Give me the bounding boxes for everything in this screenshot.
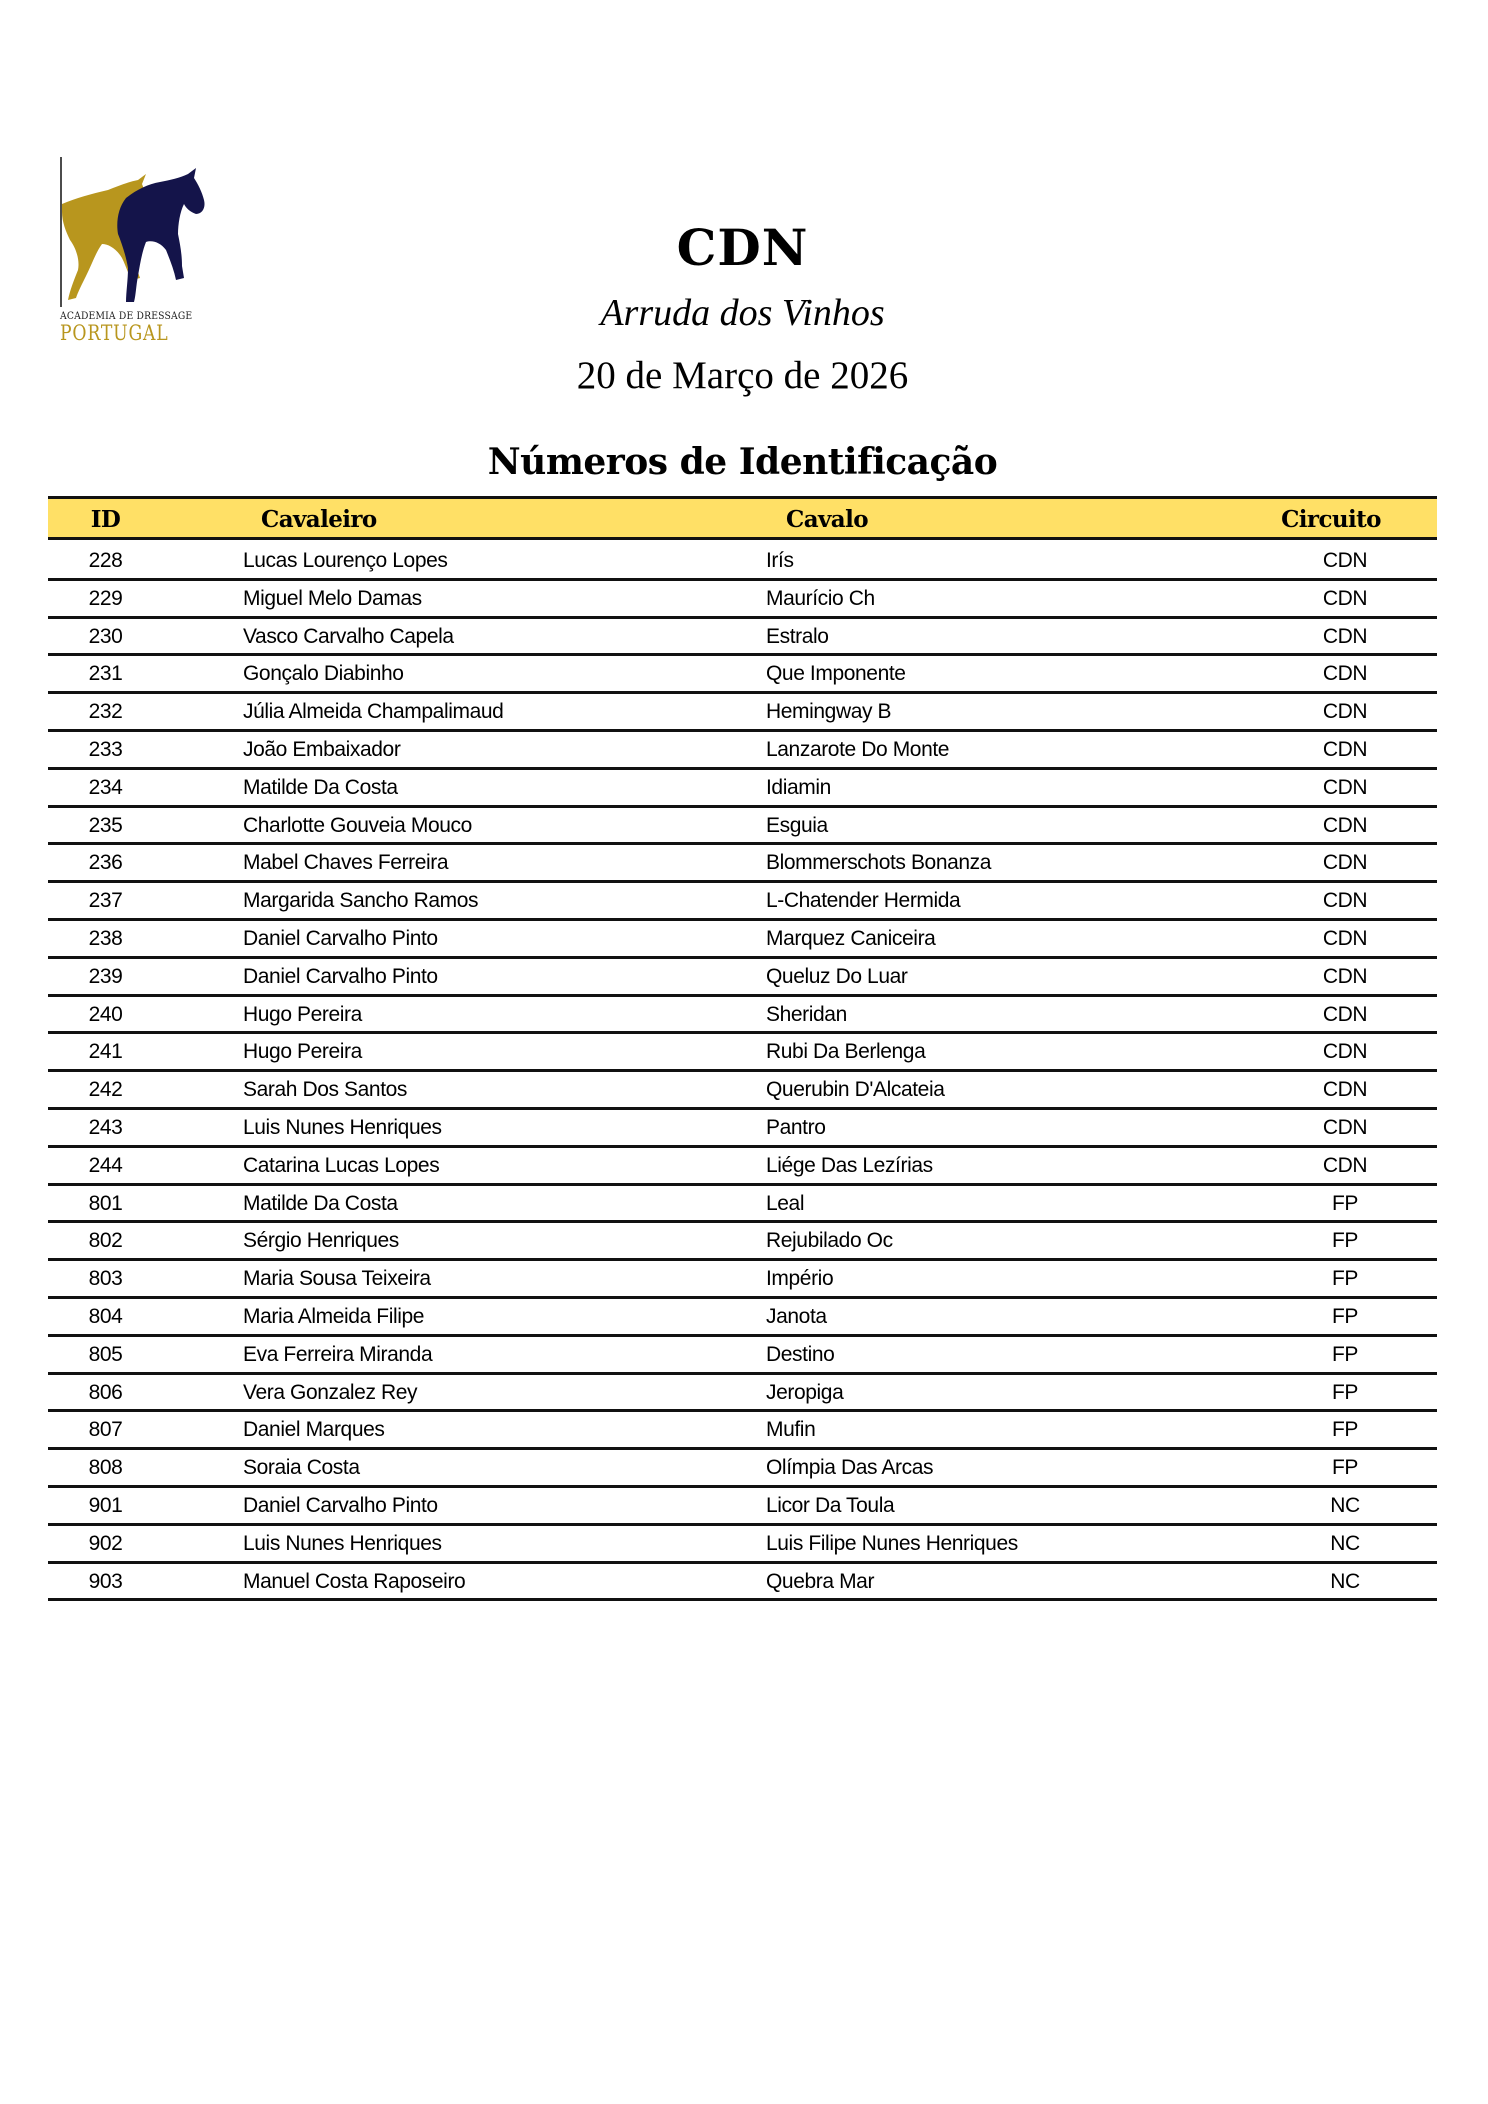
table-row [48, 1072, 1437, 1110]
cell-rider: Daniel Marques [243, 1418, 385, 1442]
table-row [48, 883, 1437, 921]
table-row [48, 619, 1437, 657]
cell-id: 229 [88, 586, 123, 610]
cell-circuit: CDN [1322, 775, 1368, 799]
cell-id: 230 [88, 624, 123, 648]
cell-horse: Leal [766, 1191, 805, 1215]
cell-horse: Querubin D'Alcateia [766, 1078, 945, 1102]
table-header-row [48, 496, 1437, 540]
cell-rider: Matilde Da Costa [243, 1191, 398, 1215]
cell-horse: Maurício Ch [766, 586, 875, 610]
cell-horse: Mufin [766, 1418, 816, 1442]
cell-circuit: FP [1331, 1342, 1359, 1366]
cell-horse: Luis Filipe Nunes Henriques [766, 1531, 1018, 1555]
table-row [48, 1412, 1437, 1450]
cell-id: 234 [88, 775, 123, 799]
table-row [48, 997, 1437, 1035]
cell-horse: Quebra Mar [766, 1569, 875, 1593]
cell-id: 237 [88, 889, 123, 913]
table-row [48, 1450, 1437, 1488]
cell-circuit: CDN [1322, 737, 1368, 761]
table-row [48, 1261, 1437, 1299]
table-row [48, 694, 1437, 732]
table-row [48, 1526, 1437, 1564]
cell-circuit: NC [1330, 1493, 1360, 1517]
cell-id: 804 [88, 1304, 123, 1328]
table-row [48, 1223, 1437, 1261]
cell-horse: Sheridan [766, 1002, 847, 1026]
id-numbers-table [48, 496, 1437, 540]
cell-circuit: CDN [1322, 964, 1368, 988]
cell-circuit: CDN [1322, 1115, 1368, 1139]
event-title: CDN [676, 218, 809, 277]
table-row [48, 732, 1437, 770]
cell-rider: Manuel Costa Raposeiro [243, 1569, 466, 1593]
table-row [48, 1375, 1437, 1413]
table-row [48, 845, 1437, 883]
cell-circuit: FP [1331, 1304, 1359, 1328]
cell-circuit: CDN [1322, 813, 1368, 837]
cell-horse: Licor Da Toula [766, 1493, 895, 1517]
cell-rider: Maria Almeida Filipe [243, 1304, 425, 1328]
cell-id: 233 [88, 737, 123, 761]
cell-id: 807 [88, 1418, 123, 1442]
cell-rider: Daniel Carvalho Pinto [243, 926, 438, 950]
event-date: 20 de Março de 2026 [576, 354, 909, 397]
cell-id: 236 [88, 851, 123, 875]
cell-horse: Olímpia Das Arcas [766, 1456, 934, 1480]
cell-rider: Luis Nunes Henriques [243, 1115, 442, 1139]
cell-rider: Vasco Carvalho Capela [243, 624, 454, 648]
cell-horse: Lanzarote Do Monte [766, 737, 950, 761]
cell-rider: Eva Ferreira Miranda [243, 1342, 433, 1366]
cell-rider: Júlia Almeida Champalimaud [243, 700, 504, 724]
cell-circuit: CDN [1322, 1002, 1368, 1026]
table-row [48, 1299, 1437, 1337]
cell-rider: Lucas Lourenço Lopes [243, 549, 448, 572]
cell-id: 806 [88, 1380, 123, 1404]
cell-horse: Destino [766, 1342, 835, 1366]
cell-id: 803 [88, 1267, 123, 1291]
cell-horse: L-Chatender Hermida [766, 889, 961, 913]
cell-circuit: NC [1330, 1531, 1360, 1555]
cell-id: 232 [88, 700, 123, 724]
cell-rider: Sarah Dos Santos [243, 1078, 408, 1102]
cell-horse: Hemingway B [766, 700, 892, 724]
logo-portugal-text: PORTUGAL [60, 321, 169, 345]
table-row [48, 770, 1437, 808]
cell-rider: Daniel Carvalho Pinto [243, 964, 438, 988]
cell-id: 903 [88, 1569, 123, 1593]
table-body [48, 543, 1437, 1601]
table-row [48, 1034, 1437, 1072]
column-header-circuit: Circuito [1281, 506, 1381, 533]
cell-id: 231 [88, 662, 123, 686]
cell-horse: Idiamin [766, 775, 831, 799]
cell-circuit: CDN [1322, 1040, 1368, 1064]
logo-academy-text: ACADEMIA DE DRESSAGE [60, 310, 193, 322]
cell-rider: Miguel Melo Damas [243, 586, 422, 610]
cell-id: 805 [88, 1342, 123, 1366]
cell-id: 902 [88, 1531, 123, 1555]
column-header-id: ID [90, 506, 121, 533]
event-location: Arruda dos Vinhos [600, 292, 885, 334]
cell-id: 243 [88, 1115, 123, 1139]
cell-horse: Jeropiga [766, 1380, 844, 1404]
cell-circuit: FP [1331, 1191, 1359, 1215]
cell-horse: Império [766, 1267, 834, 1291]
cell-circuit: CDN [1322, 624, 1368, 648]
cell-horse: Estralo [766, 624, 829, 648]
cell-circuit: FP [1331, 1267, 1359, 1291]
cell-rider: Soraia Costa [243, 1456, 360, 1480]
cell-circuit: FP [1331, 1418, 1359, 1442]
cell-id: 228 [88, 549, 123, 572]
section-title: Números de Identificação [487, 441, 998, 483]
cell-id: 235 [88, 813, 123, 837]
cell-circuit: FP [1331, 1456, 1359, 1480]
column-header-rider: Cavaleiro [261, 506, 377, 533]
cell-rider: João Embaixador [243, 737, 401, 761]
cell-rider: Luis Nunes Henriques [243, 1531, 442, 1555]
cell-rider: Margarida Sancho Ramos [243, 889, 479, 913]
cell-rider: Catarina Lucas Lopes [243, 1153, 440, 1177]
cell-id: 239 [88, 964, 123, 988]
table-row [48, 808, 1437, 846]
cell-rider: Maria Sousa Teixeira [243, 1267, 431, 1291]
cell-circuit: CDN [1322, 926, 1368, 950]
table-row [48, 959, 1437, 997]
cell-circuit: CDN [1322, 549, 1368, 572]
cell-id: 241 [88, 1040, 123, 1064]
cell-circuit: CDN [1322, 662, 1368, 686]
cell-circuit: FP [1331, 1380, 1359, 1404]
cell-id: 802 [88, 1229, 123, 1253]
cell-horse: Rejubilado Oc [766, 1229, 893, 1253]
cell-rider: Daniel Carvalho Pinto [243, 1493, 438, 1517]
cell-circuit: CDN [1322, 1078, 1368, 1102]
table-row [48, 1337, 1437, 1375]
cell-rider: Mabel Chaves Ferreira [243, 851, 449, 875]
cell-rider: Hugo Pereira [243, 1002, 362, 1026]
column-header-horse: Cavalo [786, 506, 868, 533]
cell-horse: Marquez Caniceira [766, 926, 936, 950]
cell-horse: Pantro [766, 1115, 826, 1139]
table-row [48, 1488, 1437, 1526]
cell-circuit: NC [1330, 1569, 1360, 1593]
cell-circuit: CDN [1322, 586, 1368, 610]
cell-rider: Gonçalo Diabinho [243, 662, 404, 686]
cell-horse: Esguia [766, 813, 828, 837]
cell-circuit: CDN [1322, 700, 1368, 724]
table-row [48, 1110, 1437, 1148]
cell-rider: Sérgio Henriques [243, 1229, 399, 1253]
cell-horse: Liége Das Lezírias [766, 1153, 933, 1177]
cell-horse: Rubi Da Berlenga [766, 1040, 926, 1064]
cell-id: 901 [88, 1493, 123, 1517]
cell-horse: Irís [766, 549, 794, 572]
cell-id: 238 [88, 926, 123, 950]
cell-horse: Queluz Do Luar [766, 964, 908, 988]
cell-circuit: FP [1331, 1229, 1359, 1253]
cell-horse: Janota [766, 1304, 827, 1328]
cell-rider: Hugo Pereira [243, 1040, 362, 1064]
cell-circuit: CDN [1322, 889, 1368, 913]
table-row [48, 656, 1437, 694]
table-row [48, 543, 1437, 581]
table-row [48, 581, 1437, 619]
cell-circuit: CDN [1322, 1153, 1368, 1177]
cell-circuit: CDN [1322, 851, 1368, 875]
cell-id: 242 [88, 1078, 123, 1102]
cell-horse: Blommerschots Bonanza [766, 851, 992, 875]
table-row [48, 1186, 1437, 1224]
table-row [48, 921, 1437, 959]
table-row [48, 1564, 1437, 1602]
cell-id: 801 [88, 1191, 123, 1215]
table-row [48, 1148, 1437, 1186]
cell-horse: Que Imponente [766, 662, 906, 686]
cell-id: 244 [88, 1153, 123, 1177]
cell-id: 240 [88, 1002, 123, 1026]
cell-rider: Charlotte Gouveia Mouco [243, 813, 472, 837]
cell-rider: Vera Gonzalez Rey [243, 1380, 418, 1404]
cell-rider: Matilde Da Costa [243, 775, 398, 799]
cell-id: 808 [88, 1456, 123, 1480]
